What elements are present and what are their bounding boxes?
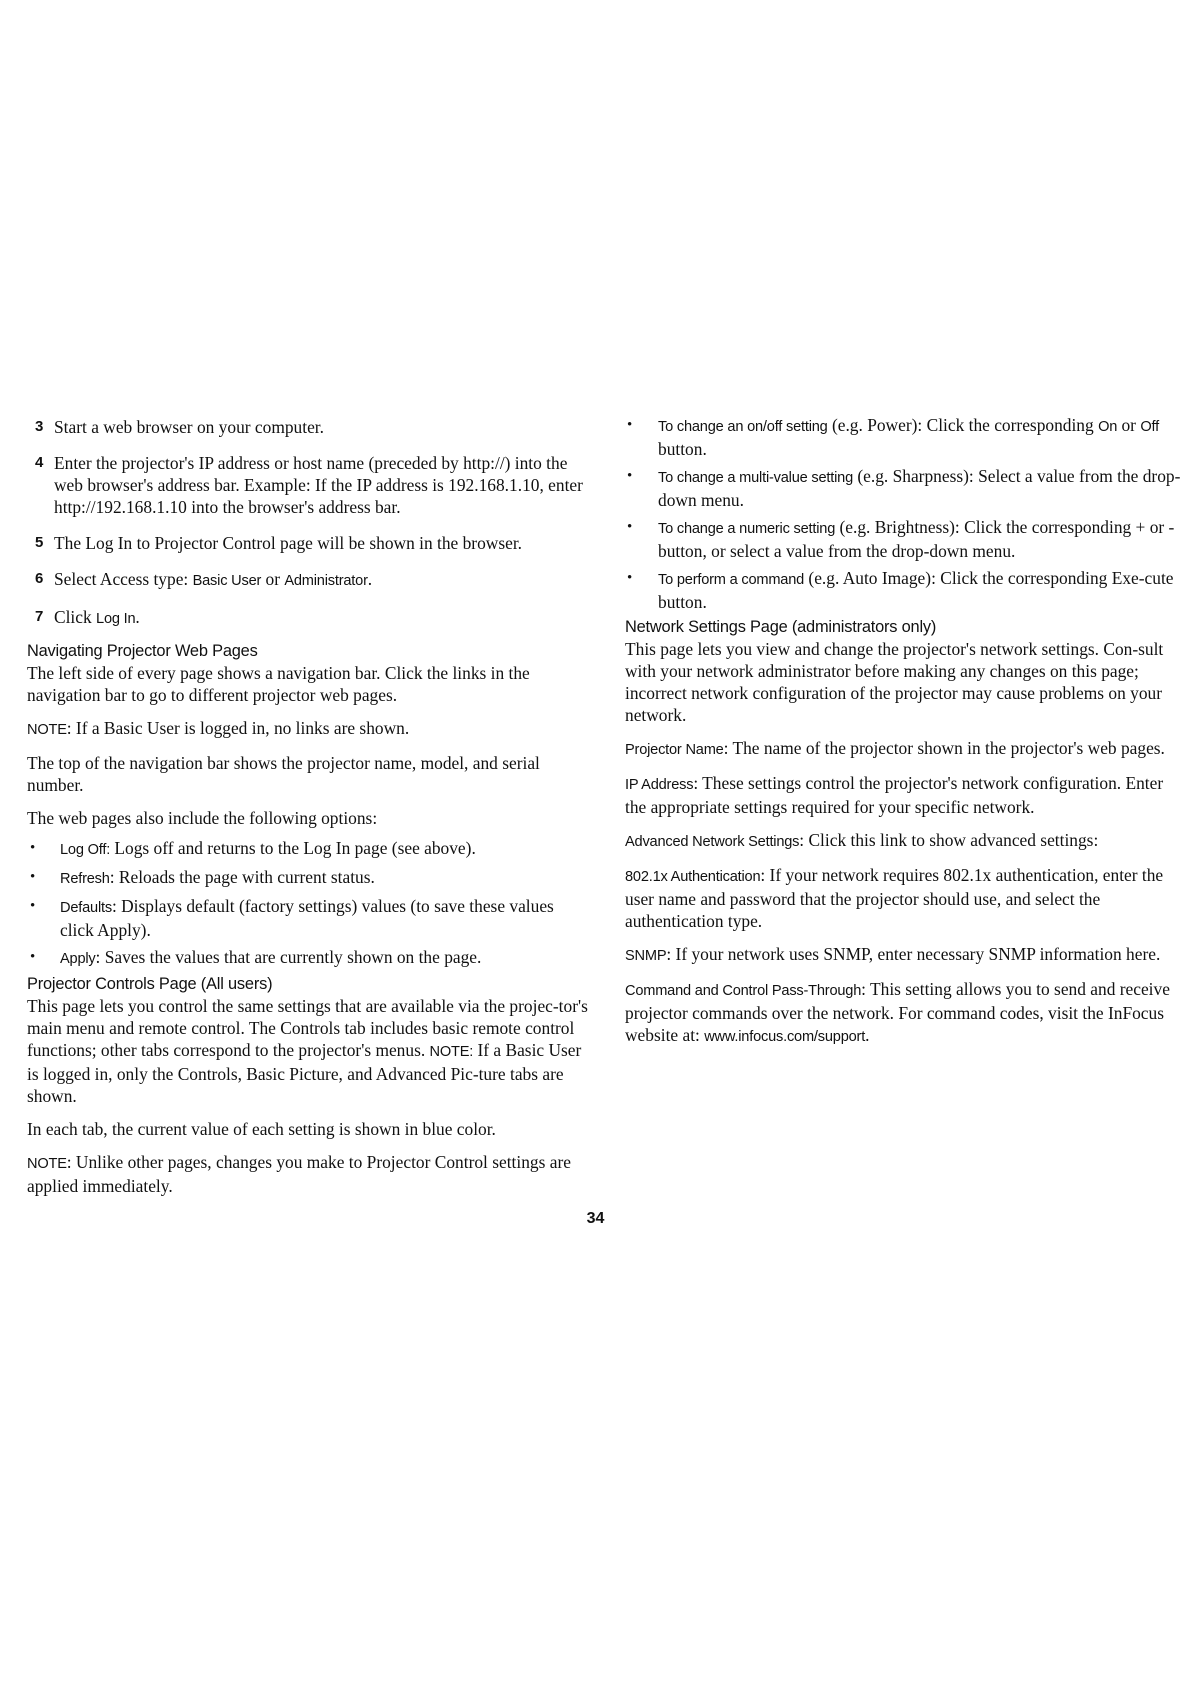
- item-term: SNMP: [625, 948, 667, 964]
- bullet-desc: button.: [658, 439, 707, 459]
- option-term: Defaults: [60, 900, 112, 916]
- step-text: The Log In to Projector Control page will be shown in the browser.: [54, 533, 523, 553]
- item-projector-name: [625, 737, 1185, 761]
- log-in-term: Log In: [96, 611, 136, 627]
- network-heading: Network Settings Page (administrators only): [625, 618, 937, 636]
- note-label: NOTE: [27, 722, 67, 738]
- step-text-part: Click: [54, 607, 97, 627]
- option-apply: [27, 946, 589, 970]
- controls-heading: Projector Controls Page (All users): [27, 975, 273, 993]
- option-desc: Logs off and returns to the Log In page (see above).: [110, 838, 476, 858]
- option-log-off: [27, 837, 589, 861]
- option-text: [60, 895, 589, 941]
- note-label: NOTE:: [429, 1044, 474, 1060]
- bullet-desc: (e.g. Sharpness): Select a value from the drop-down menu.: [658, 466, 1181, 510]
- bullet-text: [658, 516, 1185, 562]
- bullet-icon: •: [627, 417, 633, 433]
- bullet-icon: •: [30, 949, 36, 965]
- step-3: [27, 416, 589, 438]
- step-text-part: .: [367, 569, 373, 589]
- step-6: [27, 568, 589, 592]
- step-text: [54, 568, 589, 592]
- step-text-part: Select Access type:: [54, 569, 193, 589]
- option-text: [60, 866, 589, 890]
- item-term: IP Address: [625, 777, 694, 793]
- bullet-multi-value: [625, 465, 1185, 511]
- step-number: 3: [35, 418, 44, 435]
- bullet-desc: (e.g. Power): Click the corresponding: [827, 415, 1099, 435]
- note-text: : If a Basic User is logged in, no links are shown.: [66, 718, 410, 738]
- option-desc: : Saves the values that are currently shown on the page.: [95, 947, 482, 967]
- option-refresh: [27, 866, 589, 890]
- on-term: On: [1098, 419, 1118, 435]
- item-term: Command and Control Pass-Through: [625, 983, 862, 999]
- step-text-part: .: [135, 607, 140, 627]
- step-text-part: or: [261, 569, 285, 589]
- bullet-term: To change a multi-value setting: [658, 470, 853, 486]
- bullet-term: To change an on/off setting: [658, 419, 828, 435]
- step-number: 4: [35, 454, 44, 471]
- bullet-term: To perform a command: [658, 572, 805, 588]
- bullet-text: [658, 465, 1185, 511]
- bullet-icon: •: [627, 570, 633, 586]
- item-8021x: [625, 864, 1185, 932]
- option-term: Log Off:: [60, 842, 111, 858]
- administrator-term: Administrator: [284, 573, 368, 589]
- bullet-desc: (e.g. Auto Image): Click the corresponding Exe-cute button.: [658, 568, 1174, 612]
- option-defaults: [27, 895, 589, 941]
- item-pass-through: [625, 978, 1185, 1048]
- item-term: 802.1x Authentication: [625, 869, 761, 885]
- item-desc: : If your network uses SNMP, enter necessary SNMP information here.: [666, 944, 1161, 964]
- step-text: Enter the projector's IP address or host name (preceded by http://) into the web browser's address bar. Example: If the IP address is 192.168.1.10, enter http://192.168.1.10 into the browser's address bar.: [54, 453, 583, 517]
- bullet-icon: •: [627, 519, 633, 535]
- infocus-support-link[interactable]: www.infocus.com/support: [704, 1029, 866, 1045]
- bullet-icon: •: [30, 869, 36, 885]
- page-number: 34: [586, 1210, 605, 1227]
- step-number: 5: [35, 534, 44, 551]
- bullet-icon: •: [30, 840, 36, 856]
- controls-paragraph-2: In each tab, the current value of each setting is shown in blue color.: [27, 1119, 496, 1139]
- option-desc: : Reloads the page with current status.: [109, 867, 375, 887]
- item-term: Projector Name: [625, 742, 724, 758]
- off-term: Off: [1140, 419, 1159, 435]
- right-column: [625, 414, 1185, 1059]
- step-5: [27, 532, 589, 554]
- option-term: Refresh: [60, 871, 110, 887]
- item-desc: .: [865, 1025, 870, 1045]
- navigating-heading: Navigating Projector Web Pages: [27, 642, 258, 660]
- item-snmp: [625, 943, 1185, 967]
- item-term: Advanced Network Settings: [625, 834, 800, 850]
- step-number: 7: [35, 608, 44, 625]
- nav-note: [27, 717, 589, 741]
- bullet-text: [658, 414, 1185, 460]
- step-text: Start a web browser on your computer.: [54, 417, 324, 437]
- item-desc: : If your network requires 802.1x authentication, enter the user name and password that the projector should use, and select the authentication type.: [625, 865, 1164, 931]
- option-text: [60, 946, 589, 970]
- step-7: [27, 606, 589, 630]
- bullet-term: To change a numeric setting: [658, 521, 836, 537]
- bullet-text: [658, 567, 1185, 613]
- step-text: [54, 606, 589, 630]
- item-desc: : Click this link to show advanced settings:: [799, 830, 1099, 850]
- network-paragraph: This page lets you view and change the projector's network settings. Con-sult with your network administrator before making any changes on this page; incorrect network configuration of the projector may cause problems on your network.: [625, 639, 1164, 725]
- step-4: [27, 452, 589, 518]
- nav-paragraph-3: The web pages also include the following options:: [27, 808, 378, 828]
- nav-paragraph-1: The left side of every page shows a navigation bar. Click the links in the navigation bar to go to different projector web pages.: [27, 663, 530, 705]
- bullet-command: [625, 567, 1185, 613]
- bullet-icon: •: [30, 898, 36, 914]
- nav-paragraph-2: The top of the navigation bar shows the projector name, model, and serial number.: [27, 753, 540, 795]
- bullet-numeric: [625, 516, 1185, 562]
- item-ip-address: [625, 772, 1185, 818]
- bullet-desc: (e.g. Brightness): Click the corresponding + or - button, or select a value from the drop-down menu.: [658, 517, 1175, 561]
- bullet-on-off: [625, 414, 1185, 460]
- option-term: Apply: [60, 951, 96, 967]
- controls-paragraph-1: [27, 995, 589, 1107]
- note-text: : Unlike other pages, changes you make to Projector Control settings are applied immediately.: [27, 1152, 571, 1196]
- item-desc: : This setting allows you to send and receive projector commands over the network. For command codes, visit the InFocus website at:: [625, 979, 1170, 1045]
- basic-user-term: Basic User: [192, 573, 262, 589]
- controls-text: If a Basic User is logged in, only the Controls, Basic Picture, and Advanced Pic-ture tabs are shown.: [27, 1040, 582, 1106]
- option-desc: : Displays default (factory settings) values (to save these values click Apply).: [60, 896, 554, 940]
- controls-text: This page lets you control the same settings that are available via the projec-tor's main menu and remote control. The Controls tab includes basic remote control functions; other tabs correspond to the projector's menus.: [27, 996, 588, 1060]
- item-desc: : These settings control the projector's network configuration. Enter the appropriate settings required for your specific network.: [625, 773, 1164, 817]
- step-number: 6: [35, 570, 44, 587]
- item-advanced-network: [625, 829, 1185, 853]
- bullet-desc: or: [1117, 415, 1141, 435]
- option-text: [60, 837, 589, 861]
- note-label: NOTE: [27, 1156, 67, 1172]
- left-column: [27, 416, 589, 1208]
- bullet-icon: •: [627, 468, 633, 484]
- item-desc: : The name of the projector shown in the projector's web pages.: [723, 738, 1165, 758]
- controls-note: [27, 1151, 589, 1197]
